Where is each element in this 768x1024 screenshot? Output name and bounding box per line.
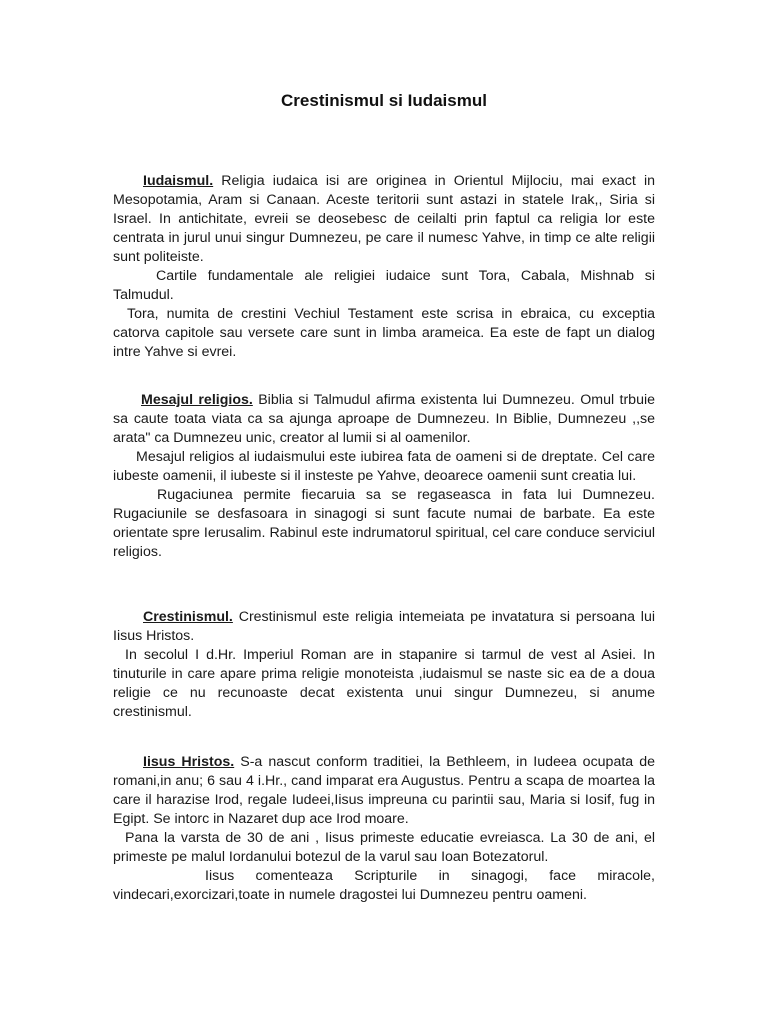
section-heading: Mesajul religios. — [141, 392, 253, 408]
paragraph — [113, 391, 655, 448]
paragraph: Cartile fundamentale ale religiei iudaice sunt Tora, Cabala, Mishnab si Talmudul. — [113, 268, 655, 303]
paragraph: In secolul I d.Hr. Imperiul Roman are in stapanire si tarmul de vest al Asiei. In tinuturile in care apare prima religie monoteista ,iudaismul se naste sic ea de a doua religie ce nu recunoaste decat existenta unui singur Dumnezeu, si anume crestinismul. — [113, 647, 655, 720]
paragraph: Mesajul religios al iudaismului este iubirea fata de oameni si de dreptate. Cel care iubeste oamenii, il iubeste si il insteste pe Yahve, deoarece oamenii sunt creatia lui. — [113, 449, 655, 484]
paragraph-text: Religia iudaica isi are originea in Orientul Mijlociu, mai exact in Mesopotamia, Aram si Canaan. Aceste teritorii sunt astazi in statele Irak,, Siria si Israel. In antichitate, evreii se deosebesc de ceilalti prin faptul ca religia lor este centrata in jurul unui singur Dumnezeu, pe care il numesc Yahve, in timp ce alte religii sunt politeiste. — [113, 173, 655, 265]
document-title: Crestinismul si Iudaismul — [281, 91, 487, 110]
paragraph: Tora, numita de crestini Vechiul Testament este scrisa in ebraica, cu exceptia catorva capitole sau versete care sunt in limba arameica. Ea este de fapt un dialog intre Yahve si evrei. — [113, 306, 655, 360]
section-heading: Crestinismul. — [143, 609, 233, 625]
section-heading: Iudaismul. — [143, 173, 214, 189]
paragraph-text: Biblia si Talmudul afirma existenta lui Dumnezeu. Omul trbuie sa caute toata viata ca sa ajunga aproape de Dumnezeu. In Biblie, Dumnezeu ,,se arata" ca Dumnezeu unic, creator al lumii si al oamenilor. — [113, 392, 655, 446]
paragraph — [113, 753, 655, 829]
paragraph: Rugaciunea permite fiecaruia sa se regaseasca in fata lui Dumnezeu. Rugaciunile se desfasoara in sinagogi si sunt facute numai de barbate. Ea este orientate spre Ierusalim. Rabinul este indrumatorul spiritual, cel care conduce serviciul religios. — [113, 487, 655, 560]
section-heading: Iisus Hristos. — [143, 754, 235, 770]
section-iudaismul — [113, 172, 655, 362]
section-iisus-hristos — [113, 753, 655, 905]
paragraph: Pana la varsta de 30 de ani , Iisus primeste educatie evreiasca. La 30 de ani, el primeste pe malul Iordanului botezul de la varul sau Ioan Botezatorul. — [113, 830, 655, 865]
paragraph-text: S-a nascut conform traditiei, la Bethleem, in Iudeea ocupata de romani,in anu; 6 sau 4 i.Hr., cand imparat era Augustus. Pentru a scapa de moartea la care il harazise Irod, regale Iudeei,Iisus impreuna cu parintii sau, Maria si Iosif, fug in Egipt. Se intorc in Nazaret dup ace Irod moare. — [113, 754, 655, 827]
section-mesajul-religios — [113, 391, 655, 562]
section-crestinismul — [113, 608, 655, 722]
paragraph — [113, 172, 655, 267]
paragraph-text: Crestinismul este religia intemeiata pe invatatura si persoana lui Iisus Hristos. — [113, 609, 655, 644]
paragraph — [113, 608, 655, 646]
paragraph: Iisus comenteaza Scripturile in sinagogi, face miracole, vindecari,exorcizari,toate in numele dragostei lui Dumnezeu pentru oameni. — [113, 868, 655, 903]
